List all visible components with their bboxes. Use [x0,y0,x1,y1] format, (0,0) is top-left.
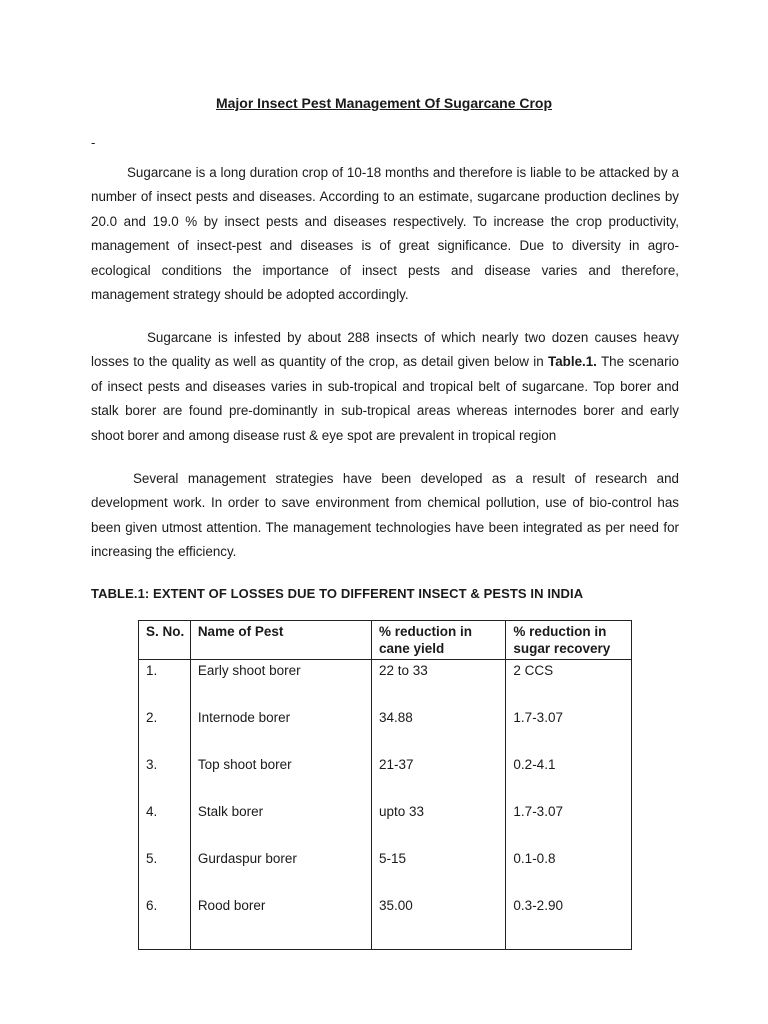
cell-cane-yield: 35.00 [371,895,505,950]
table-row [139,801,632,848]
cell-serial-no: 5. [139,848,191,895]
table-row [139,895,632,950]
header-sugar-recovery-reduction: % reduction in sugar recovery [506,621,632,660]
cell-cane-yield: 5-15 [371,848,505,895]
cell-pest-name: Stalk borer [190,801,371,848]
cell-sugar-recovery: 0.1-0.8 [506,848,632,895]
cell-cane-yield: 34.88 [371,707,505,754]
table-row [139,754,632,801]
stray-dash: - [91,135,96,150]
paragraph-infestation-text-2: The scenario of insect pests and diseases varies in sub-tropical and tropical belt of sugarcane. Top borer and stalk borer are found pre-dominantly in sub-tropical areas whereas internodes borer and early shoot borer and among disease rust & eye spot are prevalent in tropical region [91,354,680,443]
cell-cane-yield: upto 33 [371,801,505,848]
cell-pest-name: Internode borer [190,707,371,754]
cell-serial-no: 2. [139,707,191,754]
header-pest-name: Name of Pest [190,621,371,660]
paragraph-infestation-text-1: Sugarcane is infested by about 288 insects of which nearly two dozen causes heavy losses to the quality as well as quantity of the crop, as detail given below in [91,330,679,370]
paragraph-infestation [91,326,679,448]
table-header-row [139,621,632,660]
cell-serial-no: 3. [139,754,191,801]
cell-serial-no: 4. [139,801,191,848]
header-serial-no: S. No. [139,621,191,660]
cell-sugar-recovery: 0.2-4.1 [506,754,632,801]
table-row [139,660,632,708]
pest-loss-table [138,620,632,950]
document-title: Major Insect Pest Management Of Sugarcane Crop [215,95,553,111]
cell-pest-name: Top shoot borer [190,754,371,801]
cell-sugar-recovery: 1.7-3.07 [506,707,632,754]
cell-pest-name: Rood borer [190,895,371,950]
cell-sugar-recovery: 1.7-3.07 [506,801,632,848]
paragraph-intro: Sugarcane is a long duration crop of 10-18 months and therefore is liable to be attacked by a number of insect pests and diseases. According to an estimate, sugarcane production declines by 20.0 and 19.0 % by insect pests and diseases respectively. To increase the crop productivity, management of insect-pest and diseases is of great significance. Due to diversity in agro-ecological conditions the importance of insect pests and disease varies and therefore, management strategy should be adopted accordingly. [91,165,679,303]
paragraph-management: Several management strategies have been developed as a result of research and development work. In order to save environment from chemical pollution, use of bio-control has been given utmost attention. The management technologies have been integrated as per need for increasing the efficiency. [91,471,679,560]
table-row [139,848,632,895]
cell-sugar-recovery: 0.3-2.90 [506,895,632,950]
header-cane-yield-reduction: % reduction in cane yield [371,621,505,660]
cell-cane-yield: 22 to 33 [371,660,505,708]
cell-serial-no: 6. [139,895,191,950]
cell-pest-name: Gurdaspur borer [190,848,371,895]
cell-sugar-recovery: 2 CCS [506,660,632,708]
table-reference: Table.1. [548,354,597,370]
cell-pest-name: Early shoot borer [190,660,371,708]
table-caption: TABLE.1: EXTENT OF LOSSES DUE TO DIFFERENT INSECT & PESTS IN INDIA [91,586,584,601]
cell-serial-no: 1. [139,660,191,708]
table-row [139,707,632,754]
cell-cane-yield: 21-37 [371,754,505,801]
